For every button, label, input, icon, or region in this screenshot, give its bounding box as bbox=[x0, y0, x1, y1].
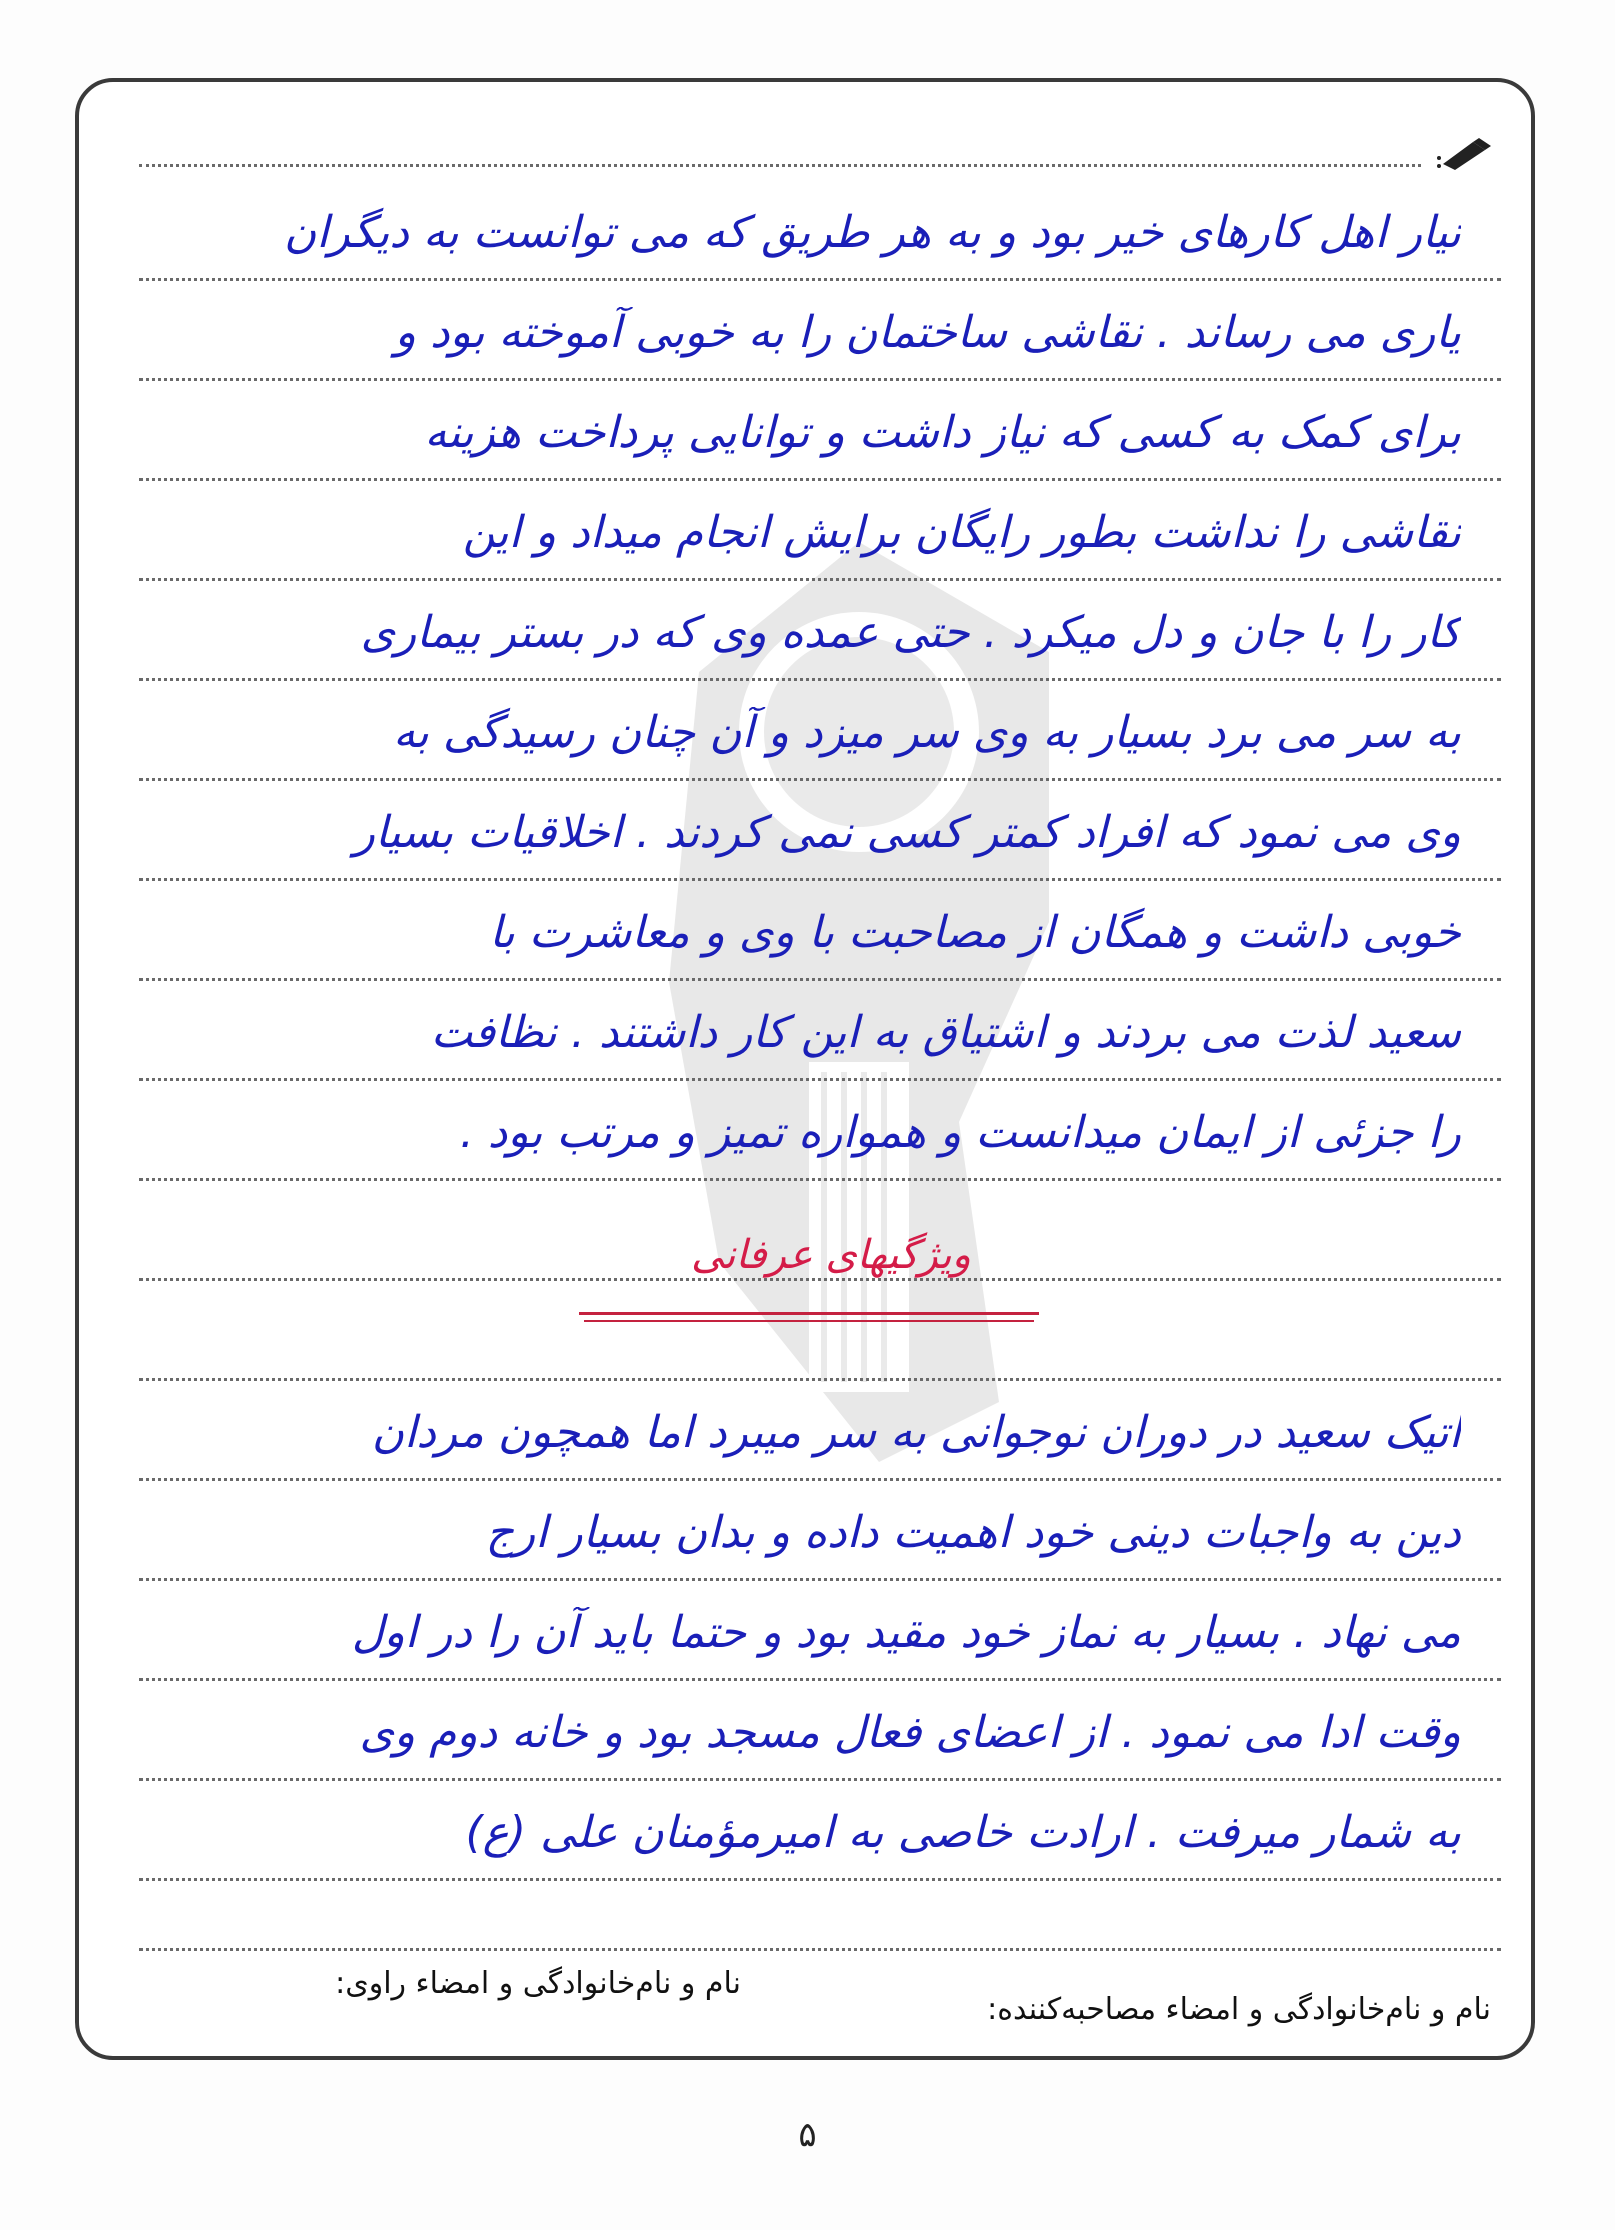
body-line: می نهاد . بسیار به نماز خود مقید بود و حتما باید آن را در اول bbox=[351, 1607, 1461, 1658]
ruled-lines bbox=[139, 82, 1501, 2056]
rule bbox=[139, 1078, 1501, 1081]
body-line: خوبی داشت و همگان از مصاحبت با وی و معاشرت با bbox=[489, 907, 1461, 958]
body-line: سعید لذت می بردند و اشتیاق به این کار داشتند . نظافت bbox=[430, 1007, 1461, 1058]
body-line: نقاشی را نداشت بطور رایگان برایش انجام میداد و این bbox=[462, 507, 1461, 558]
body-line: اتیک سعید در دوران نوجوانی به سر میبرد اما همچون مردان bbox=[371, 1407, 1461, 1458]
rule bbox=[139, 1378, 1501, 1381]
body-line: نیار اهل کارهای خیر بود و به هر طریق که می توانست به دیگران bbox=[284, 207, 1461, 258]
body-line: یاری می رساند . نقاشی ساختمان را به خوبی آموخته بود و bbox=[394, 307, 1461, 358]
narrator-signature-label: نام و نام‌خانوادگی و امضاء راوی: bbox=[335, 1966, 741, 2001]
rule bbox=[139, 778, 1501, 781]
body-line: وی می نمود که افراد کمتر کسی نمی کردند . اخلاقیات بسیار bbox=[353, 807, 1461, 858]
rule bbox=[139, 1278, 1501, 1281]
body-line: وقت ادا می نمود . از اعضای فعال مسجد بود و خانه دوم وی bbox=[359, 1707, 1461, 1758]
rule bbox=[139, 378, 1501, 381]
interviewer-signature-label: نام و نام‌خانوادگی و امضاء مصاحبه‌کننده: bbox=[987, 1992, 1491, 2027]
body-line: به سر می برد بسیار به وی سر میزد و آن چنان رسیدگی به bbox=[393, 707, 1461, 758]
page-number: ۵ bbox=[798, 2115, 817, 2155]
rule bbox=[139, 678, 1501, 681]
body-line: برای کمک به کسی که نیاز داشت و توانایی پرداخت هزینه bbox=[424, 407, 1461, 458]
rule bbox=[139, 578, 1501, 581]
section-heading: ویژگیهای عرفانی bbox=[691, 1232, 971, 1278]
rule bbox=[139, 164, 1421, 167]
rule bbox=[139, 1178, 1501, 1181]
rule bbox=[139, 1678, 1501, 1681]
body-line: کار را با جان و دل میکرد . حتی عمده وی که در بستر بیماری bbox=[360, 607, 1461, 658]
body-line: دین به واجبات دینی خود اهمیت داده و بدان بسیار ارج bbox=[485, 1507, 1461, 1558]
rule bbox=[139, 278, 1501, 281]
rule bbox=[139, 1878, 1501, 1881]
page-frame bbox=[75, 78, 1535, 2060]
rule bbox=[139, 1478, 1501, 1481]
heading-underline bbox=[579, 1312, 1039, 1315]
rule bbox=[139, 1778, 1501, 1781]
signature-footer bbox=[79, 1946, 1531, 2056]
rule bbox=[139, 978, 1501, 981]
body-line: به شمار میرفت . ارادت خاصی به امیرمؤمنان علی (ع) bbox=[465, 1807, 1461, 1858]
rule bbox=[139, 478, 1501, 481]
rule bbox=[139, 1578, 1501, 1581]
heading-underline bbox=[584, 1320, 1034, 1322]
body-line: را جزئی از ایمان میدانست و همواره تمیز و مرتب بود . bbox=[459, 1107, 1461, 1158]
rule bbox=[139, 878, 1501, 881]
